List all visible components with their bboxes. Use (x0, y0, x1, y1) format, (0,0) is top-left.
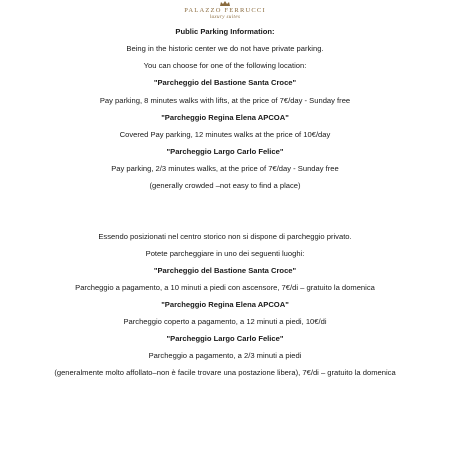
italian-location-2-description: Parcheggio coperto a pagamento, a 12 minuti a piedi, 10€/di (123, 317, 327, 326)
brand-name: PALAZZO FERRUCCI (184, 7, 266, 14)
english-intro: Being in the historic center we do not have private parking. (126, 44, 324, 53)
english-location-3-name: "Parcheggio Largo Carlo Felice" (166, 147, 284, 156)
english-location-2-description: Covered Pay parking, 12 minutes walks at the price of 10€/day (119, 130, 331, 139)
english-location-1-name: "Parcheggio del Bastione Santa Croce" (153, 78, 297, 87)
english-location-1-description: Pay parking, 8 minutes walks with lifts, at the price of 7€/day - Sunday free (99, 96, 351, 105)
hotel-logo (0, 0, 450, 22)
english-choose: You can choose for one of the following location: (143, 61, 307, 70)
italian-location-3-note: (generalmente molto affollato–non è facile trovare una postazione libera), 7€/di – gratuito la domenica (54, 368, 396, 377)
english-location-3-description: Pay parking, 2/3 minutes walks, at the price of 7€/day - Sunday free (111, 164, 339, 173)
english-title: Public Parking Information: (175, 27, 275, 36)
italian-location-1-name: "Parcheggio del Bastione Santa Croce" (153, 266, 297, 275)
italian-location-3-description: Parcheggio a pagamento, a 2/3 minuti a piedi (148, 351, 302, 360)
english-location-3-note: (generally crowded –not easy to find a place) (149, 181, 301, 190)
italian-choose: Potete parcheggiare in uno dei seguenti luoghi: (145, 249, 305, 258)
brand-tagline: luxury suites (209, 14, 241, 20)
italian-intro: Essendo posizionati nel centro storico non si dispone di parcheggio privato. (98, 232, 352, 241)
italian-location-3-name: "Parcheggio Largo Carlo Felice" (166, 334, 284, 343)
crest-icon (219, 0, 231, 7)
italian-location-2-name: "Parcheggio Regina Elena APCOA" (161, 300, 289, 309)
english-location-2-name: "Parcheggio Regina Elena APCOA" (161, 113, 289, 122)
italian-location-1-description: Parcheggio a pagamento, a 10 minuti a piedi con ascensore, 7€/di – gratuito la domenica (75, 283, 375, 292)
